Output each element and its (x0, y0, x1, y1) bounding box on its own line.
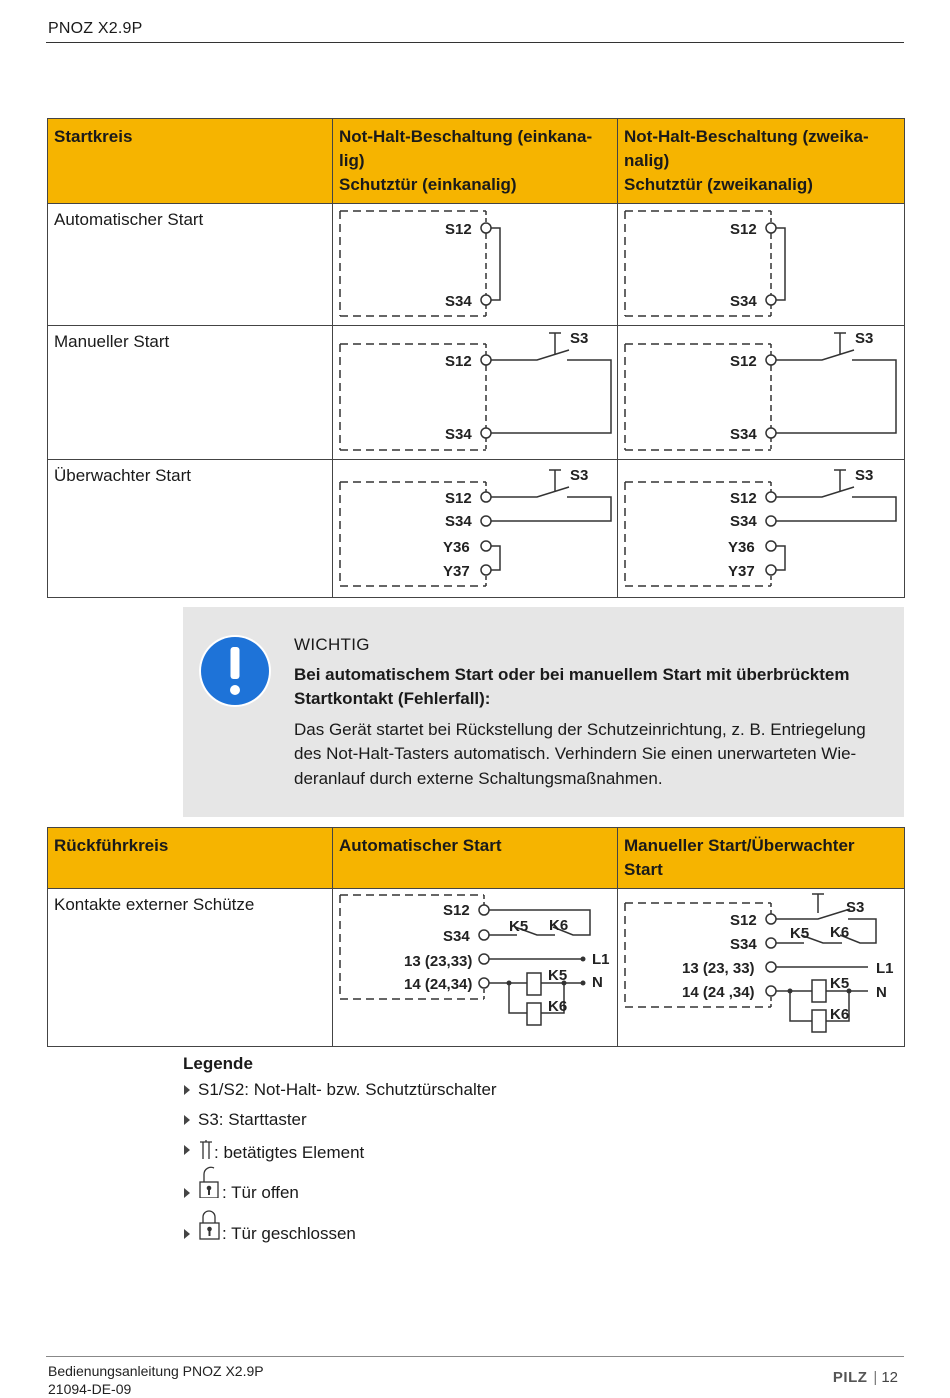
exclamation-icon (197, 633, 273, 714)
legend-item-door-closed: : Tür geschlossen (183, 1224, 497, 1247)
bullet-icon (184, 1085, 190, 1095)
legend-item-switches: S1/S2: Not-Halt- bzw. Schutztürschalter (183, 1080, 497, 1100)
svg-text:L1: L1 (876, 960, 894, 977)
header-auto-start: Automatischer Start (333, 828, 618, 889)
svg-text:K5: K5 (790, 925, 810, 942)
bullet-icon (184, 1115, 190, 1125)
svg-text:13 (23, 33): 13 (23, 33) (682, 960, 755, 977)
footer-document-info: Bedienungsanleitung PNOZ X2.9P 21094-DE-09 (48, 1363, 264, 1397)
svg-text:S12: S12 (730, 490, 757, 507)
bullet-icon (184, 1229, 190, 1239)
diagram-auto-single (333, 204, 618, 326)
feedback-circuit-table (47, 827, 905, 1047)
svg-text:K5: K5 (509, 918, 529, 935)
diagram-monitored-single (333, 460, 618, 598)
legend-item-door-open: : Tür offen (183, 1183, 497, 1206)
legend-item-actuated: : betätigtes Element (183, 1140, 497, 1165)
svg-text:K6: K6 (548, 998, 568, 1015)
svg-text:13 (23,33): 13 (23,33) (404, 953, 473, 970)
header-single-channel: Not-Halt-Beschaltung (einkana- lig) Schutztür (einkanalig) (333, 119, 618, 204)
svg-text:S12: S12 (730, 912, 757, 929)
header-divider (46, 42, 904, 43)
legend-title: Legende (183, 1054, 253, 1073)
svg-text:S3: S3 (855, 467, 874, 484)
notice-title: WICHTIG (294, 635, 370, 654)
svg-text:S3: S3 (570, 467, 589, 484)
diagram-feedback-manual (618, 889, 905, 1047)
svg-text:Y37: Y37 (443, 563, 470, 580)
diagram-manual-dual (618, 326, 905, 460)
svg-text:S12: S12 (730, 221, 757, 238)
svg-text:S12: S12 (445, 221, 472, 238)
svg-text:S34: S34 (730, 513, 757, 530)
svg-text:Y36: Y36 (443, 539, 470, 556)
pilz-logo: PILZ (832, 1369, 868, 1386)
bullet-icon (184, 1188, 190, 1198)
actuated-element-icon (198, 1140, 214, 1165)
svg-text:S12: S12 (443, 902, 470, 919)
page-number: 12 (881, 1369, 898, 1386)
svg-text:Y36: Y36 (728, 539, 755, 556)
diagram-manual-single (333, 326, 618, 460)
svg-text:S12: S12 (445, 353, 472, 370)
svg-text:K5: K5 (830, 975, 850, 992)
door-closed-icon (198, 1227, 222, 1247)
svg-text:14 (24 ,34): 14 (24 ,34) (682, 984, 755, 1001)
important-notice (183, 607, 904, 817)
svg-text:S3: S3 (846, 899, 865, 916)
svg-text:S34: S34 (445, 513, 472, 530)
header-startkreis: Startkreis (48, 119, 333, 204)
svg-text:N: N (876, 984, 887, 1001)
svg-text:S34: S34 (730, 426, 757, 443)
svg-text:S12: S12 (730, 353, 757, 370)
svg-text:14 (24,34): 14 (24,34) (404, 976, 473, 993)
svg-text:K5: K5 (548, 967, 568, 984)
row-label-monitored-start: Überwachter Start (48, 460, 333, 598)
footer-page-info: PILZ | 12 (832, 1369, 898, 1386)
svg-text:Y37: Y37 (728, 563, 755, 580)
legend (183, 1054, 497, 1257)
svg-text:N: N (592, 974, 603, 991)
svg-text:S34: S34 (730, 293, 757, 310)
diagram-feedback-auto (333, 889, 618, 1047)
document-title: PNOZ X2.9P (48, 20, 143, 37)
svg-text:S3: S3 (855, 330, 874, 347)
svg-text:K6: K6 (830, 924, 850, 941)
diagram-monitored-dual (618, 460, 905, 598)
svg-text:L1: L1 (592, 951, 610, 968)
diagram-auto-dual (618, 204, 905, 326)
bullet-icon (184, 1145, 190, 1155)
svg-text:S34: S34 (445, 426, 472, 443)
row-label-external-contacts: Kontakte externer Schütze (48, 889, 333, 1047)
svg-text:S34: S34 (445, 293, 472, 310)
legend-item-start-button: S3: Starttaster (183, 1110, 497, 1130)
svg-text:S12: S12 (445, 490, 472, 507)
svg-text:S34: S34 (730, 936, 757, 953)
start-circuit-table (47, 118, 905, 598)
row-label-auto-start: Automatischer Start (48, 204, 333, 326)
svg-text:S34: S34 (443, 928, 470, 945)
notice-body: Das Gerät startet bei Rückstellung der Schutzeinrichtung, z. B. Entriegelung des Not-Halt-Tasters automatisch. Verhindern Sie einen unerwarteten Wie- deranlauf durch externe Schaltungsmaßnahmen. (294, 719, 866, 788)
notice-emphasis: Bei automatischem Start oder bei manuellem Start mit überbrücktem Startkontakt (Fehlerfall): (294, 664, 850, 708)
header-feedback-circuit: Rückführkreis (48, 828, 333, 889)
door-open-icon (198, 1186, 222, 1206)
footer-divider (46, 1356, 904, 1357)
svg-text:S3: S3 (570, 330, 589, 347)
svg-text:K6: K6 (549, 917, 569, 934)
svg-text:K6: K6 (830, 1006, 850, 1023)
row-label-manual-start: Manueller Start (48, 326, 333, 460)
header-manual-monitored-start: Manueller Start/Überwachter Start (618, 828, 905, 889)
header-dual-channel: Not-Halt-Beschaltung (zweika- nalig) Schutztür (zweikanalig) (618, 119, 905, 204)
